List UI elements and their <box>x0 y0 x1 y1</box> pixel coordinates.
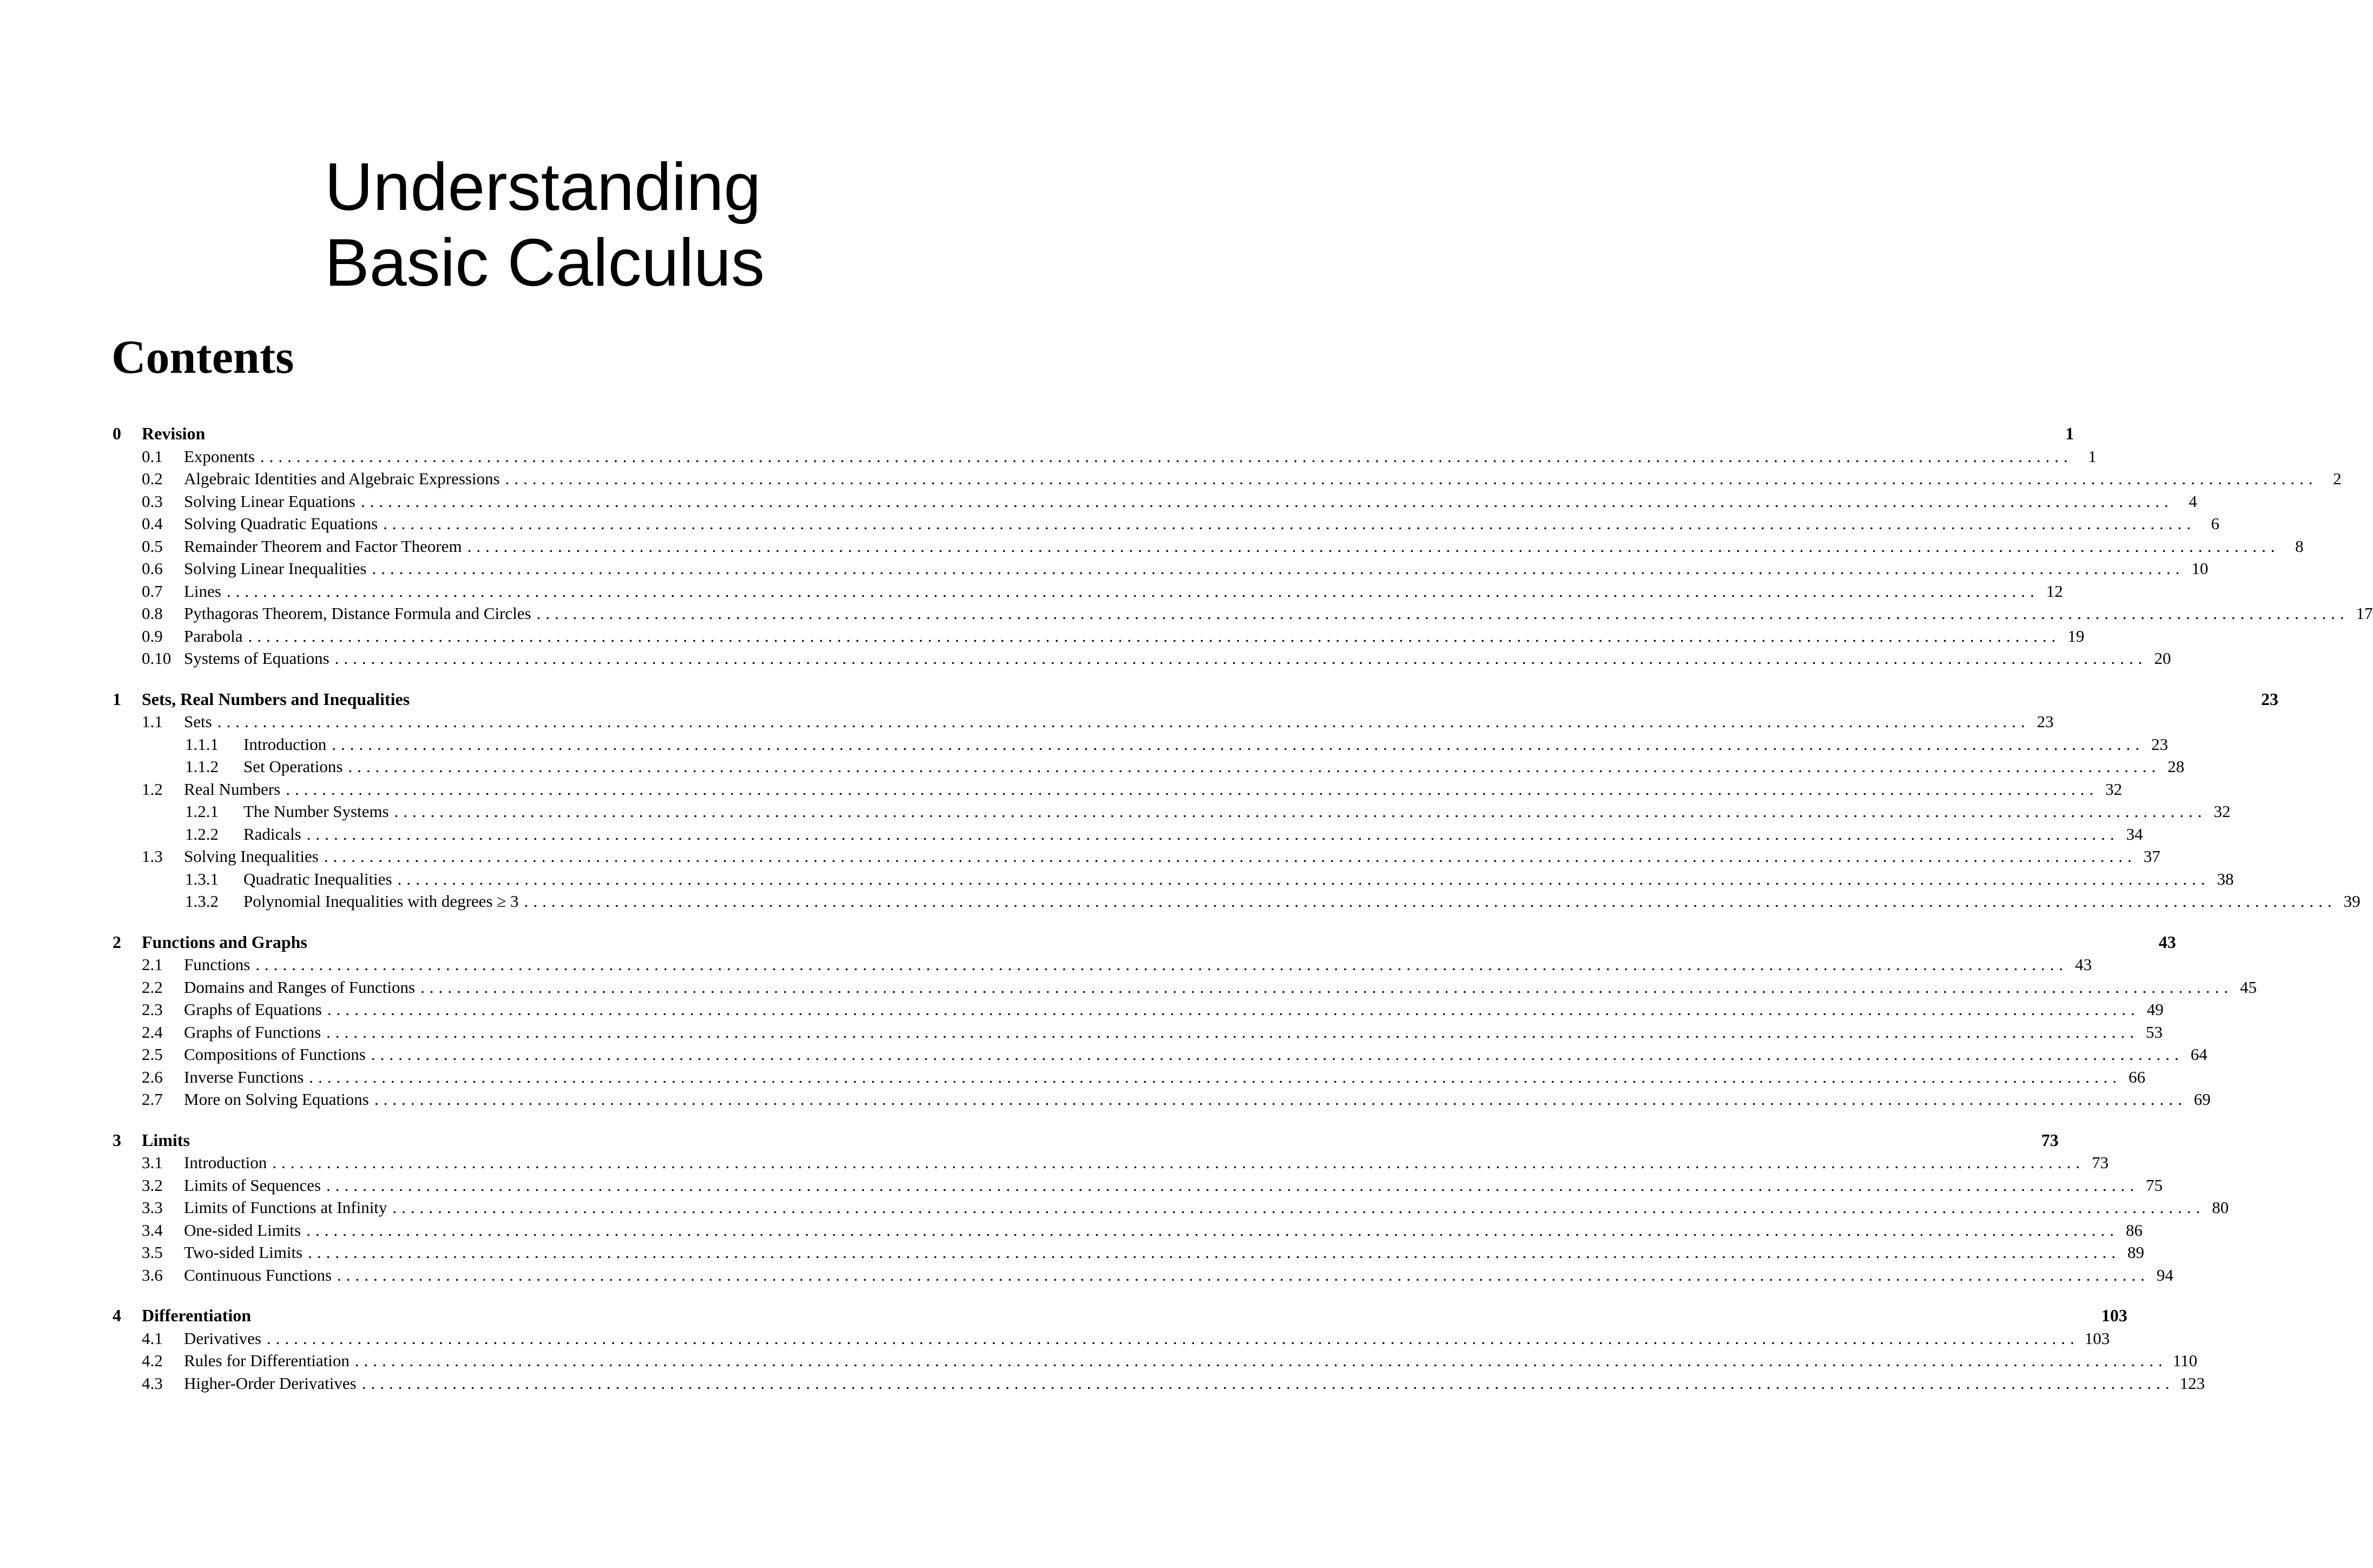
section-title: Solving Linear Equations <box>184 491 355 511</box>
section-page-number: 4 <box>2189 491 2197 511</box>
toc-subsection-entry[interactable] <box>113 823 2143 846</box>
subsection-number: 1.1.1 <box>185 734 219 754</box>
subsection-title: Polynomial Inequalities with degrees ≥ 3 <box>243 892 519 911</box>
dot-leader: ........................................................................................................................................................................................................ <box>361 1373 2174 1393</box>
toc-subsection-entry[interactable] <box>113 868 2234 891</box>
section-title: Graphs of Equations <box>184 1000 322 1019</box>
dot-leader: ........................................................................................................................................................................................................ <box>360 491 2173 511</box>
chapter-number: 2 <box>113 932 121 952</box>
subsection-title: Introduction <box>243 734 327 754</box>
subsection-number: 1.3.2 <box>185 892 219 911</box>
section-number: 1.3 <box>142 847 163 866</box>
section-number: 0.4 <box>142 514 163 533</box>
section-page-number: 6 <box>2211 514 2220 533</box>
dot-leader: ........................................................................................................................................................................................................ <box>286 779 2099 799</box>
section-page-number: 49 <box>2146 1000 2164 1019</box>
section-number: 0.9 <box>142 626 163 645</box>
toc-section-entry[interactable] <box>113 625 2085 648</box>
dot-leader: ........................................................................................................................................................................................................ <box>420 977 2233 997</box>
toc-section-entry[interactable] <box>113 602 2373 625</box>
toc-section-entry[interactable] <box>113 467 2342 490</box>
toc-chapter <box>113 1305 2205 1394</box>
dot-leader: ........................................................................................................................................................................................................ <box>334 649 2147 668</box>
section-page-number: 80 <box>2212 1198 2229 1217</box>
toc-section-entry[interactable] <box>113 1088 2211 1111</box>
section-title: One-sided Limits <box>184 1220 301 1240</box>
subsection-page-number: 23 <box>2151 734 2168 754</box>
section-title: Pythagoras Theorem, Distance Formula and Circles <box>184 604 531 623</box>
section-number: 2.3 <box>142 1000 163 1019</box>
section-page-number: 43 <box>2075 955 2092 974</box>
subsection-number: 1.1.2 <box>185 757 219 776</box>
subsection-number: 1.2.1 <box>185 802 219 821</box>
toc-section-entry[interactable] <box>113 535 2304 558</box>
section-number: 2.6 <box>142 1067 163 1086</box>
toc-section-entry[interactable] <box>113 1066 2146 1089</box>
section-page-number: 8 <box>2295 536 2304 556</box>
chapter-page-number: 73 <box>2041 1130 2059 1150</box>
toc-section-entry[interactable] <box>113 953 2092 976</box>
section-page-number: 86 <box>2126 1220 2143 1240</box>
subsection-page-number: 32 <box>2213 802 2231 821</box>
section-title: Remainder Theorem and Factor Theorem <box>184 536 462 556</box>
section-number: 0.10 <box>142 649 172 668</box>
subsection-page-number: 39 <box>2343 892 2361 911</box>
section-page-number: 37 <box>2143 847 2160 866</box>
section-page-number: 53 <box>2146 1022 2163 1042</box>
chapter-number: 1 <box>113 689 121 709</box>
dot-leader: ........................................................................................................................................................................................................ <box>354 1351 2167 1370</box>
section-title: Algebraic Identities and Algebraic Expressions <box>184 469 500 488</box>
toc-subsection-entry[interactable] <box>113 755 2185 778</box>
section-title: Sets <box>184 712 212 731</box>
section-title: Solving Linear Inequalities <box>184 559 367 578</box>
section-title: Compositions of Functions <box>184 1045 366 1064</box>
dot-leader: ........................................................................................................................................................................................................ <box>505 469 2318 488</box>
section-title: Two-sided Limits <box>184 1243 303 1262</box>
toc-section-entry[interactable] <box>113 845 2160 868</box>
dot-leader: ........................................................................................................................................................................................................ <box>327 1000 2140 1019</box>
dot-leader: ........................................................................................................................................................................................................ <box>332 734 2145 754</box>
section-page-number: 69 <box>2193 1090 2211 1109</box>
subsection-page-number: 34 <box>2126 824 2143 844</box>
section-title: Solving Inequalities <box>184 847 319 866</box>
subsection-title: The Number Systems <box>243 802 389 821</box>
section-number: 4.1 <box>142 1328 163 1348</box>
dot-leader: ........................................................................................................................................................................................................ <box>394 802 2207 821</box>
section-page-number: 64 <box>2190 1045 2207 1064</box>
toc-chapter-entry[interactable] <box>113 931 2176 954</box>
document-title-line-1: Understanding <box>325 150 761 225</box>
section-page-number: 123 <box>2179 1373 2205 1393</box>
dot-leader: ........................................................................................................................................................................................................ <box>226 581 2039 601</box>
toc-section-entry[interactable] <box>113 1021 2163 1044</box>
chapter-title: Differentiation <box>142 1306 252 1325</box>
subsection-page-number: 38 <box>2217 869 2234 888</box>
dot-leader: ........................................................................................................................................................................................................ <box>272 1153 2085 1172</box>
chapter-number: 4 <box>113 1306 121 1325</box>
section-title: Parabola <box>184 626 243 645</box>
toc-section-entry[interactable] <box>113 512 2220 535</box>
document-title-line-2: Basic Calculus <box>325 226 765 300</box>
section-title: Inverse Functions <box>184 1067 304 1086</box>
chapter-title: Revision <box>142 424 206 443</box>
dot-leader: ........................................................................................................................................................................................................ <box>260 446 2073 466</box>
section-number: 2.4 <box>142 1022 163 1042</box>
chapter-number: 0 <box>113 424 121 443</box>
section-title: Graphs of Functions <box>184 1022 321 1042</box>
dot-leader: ........................................................................................................................................................................................................ <box>467 536 2280 556</box>
toc-subsection-entry[interactable] <box>113 800 2231 823</box>
toc-section-entry[interactable] <box>113 1151 2109 1174</box>
toc-section-entry[interactable] <box>113 976 2257 999</box>
dot-leader: ........................................................................................................................................................................................................ <box>383 514 2196 533</box>
section-title: Systems of Equations <box>184 649 329 668</box>
section-number: 0.2 <box>142 469 163 488</box>
section-page-number: 75 <box>2146 1175 2163 1195</box>
chapter-page-number: 103 <box>2101 1306 2128 1325</box>
toc-subsection-entry[interactable] <box>113 733 2168 756</box>
dot-leader: ........................................................................................................................................................................................................ <box>372 559 2185 578</box>
dot-leader: ........................................................................................................................................................................................................ <box>309 1067 2122 1086</box>
section-title: Derivatives <box>184 1328 261 1348</box>
section-number: 3.2 <box>142 1175 163 1195</box>
toc-section-entry[interactable] <box>113 557 2209 580</box>
toc-section-entry[interactable] <box>113 1219 2143 1242</box>
section-page-number: 32 <box>2105 779 2122 799</box>
toc-section-entry[interactable] <box>113 445 2097 468</box>
section-number: 0.8 <box>142 604 163 623</box>
section-number: 0.7 <box>142 581 163 601</box>
toc-section-entry[interactable] <box>113 1174 2163 1197</box>
section-number: 3.6 <box>142 1265 163 1284</box>
section-number: 2.7 <box>142 1090 163 1109</box>
subsection-number: 1.2.2 <box>185 824 219 844</box>
dot-leader: ........................................................................................................................................................................................................ <box>324 847 2137 866</box>
dot-leader: ........................................................................................................................................................................................................ <box>306 824 2119 844</box>
dot-leader: ........................................................................................................................................................................................................ <box>266 1328 2079 1348</box>
toc-section-entry[interactable] <box>113 1372 2205 1395</box>
toc-section-entry[interactable] <box>113 710 2054 733</box>
toc-section-entry[interactable] <box>113 490 2197 513</box>
toc-chapter-entry[interactable] <box>113 1305 2128 1327</box>
dot-leader: ........................................................................................................................................................................................................ <box>217 712 2030 731</box>
section-page-number: 20 <box>2154 649 2171 668</box>
section-number: 2.5 <box>142 1045 163 1064</box>
section-title: Domains and Ranges of Functions <box>184 977 416 997</box>
toc-section-entry[interactable] <box>113 1196 2229 1219</box>
dot-leader: ........................................................................................................................................................................................................ <box>536 604 2349 623</box>
toc-chapter <box>113 423 2373 670</box>
section-page-number: 45 <box>2240 977 2257 997</box>
toc-section-entry[interactable] <box>113 1264 2174 1287</box>
chapter-title: Functions and Graphs <box>142 932 307 952</box>
section-title: Higher-Order Derivatives <box>184 1373 357 1393</box>
section-title: Limits of Functions at Infinity <box>184 1198 387 1217</box>
toc-section-entry[interactable] <box>113 647 2171 670</box>
section-number: 1.2 <box>142 779 163 799</box>
dot-leader: ........................................................................................................................................................................................................ <box>348 757 2161 776</box>
chapter-page-number: 23 <box>2261 689 2279 709</box>
section-title: Functions <box>184 955 251 974</box>
section-page-number: 23 <box>2036 712 2054 731</box>
toc-section-entry[interactable] <box>113 580 2063 603</box>
toc-chapter <box>113 688 2361 913</box>
dot-leader: ........................................................................................................................................................................................................ <box>524 892 2337 911</box>
section-page-number: 12 <box>2046 581 2063 601</box>
section-page-number: 1 <box>2088 446 2097 466</box>
dot-leader: ........................................................................................................................................................................................................ <box>326 1022 2139 1042</box>
toc-chapter <box>113 1129 2229 1287</box>
section-number: 2.2 <box>142 977 163 997</box>
section-number: 4.3 <box>142 1373 163 1393</box>
section-number: 3.1 <box>142 1153 163 1172</box>
section-number: 3.4 <box>142 1220 163 1240</box>
section-page-number: 66 <box>2128 1067 2146 1086</box>
toc-section-entry[interactable] <box>113 1327 2110 1350</box>
section-number: 4.2 <box>142 1351 163 1370</box>
section-title: Limits of Sequences <box>184 1175 321 1195</box>
section-title: Lines <box>184 581 221 601</box>
toc-section-entry[interactable] <box>113 778 2122 801</box>
chapter-title: Limits <box>142 1130 190 1150</box>
document-title <box>325 149 764 301</box>
toc-section-entry[interactable] <box>113 1043 2207 1066</box>
section-page-number: 19 <box>2067 626 2085 645</box>
toc-subsection-entry[interactable] <box>113 890 2361 913</box>
dot-leader: ........................................................................................................................................................................................................ <box>397 869 2210 888</box>
section-page-number: 2 <box>2333 469 2342 488</box>
chapter-page-number: 43 <box>2158 932 2176 952</box>
dot-leader: ........................................................................................................................................................................................................ <box>255 955 2068 974</box>
dot-leader: ........................................................................................................................................................................................................ <box>392 1198 2205 1217</box>
subsection-title: Set Operations <box>243 757 343 776</box>
section-title: Introduction <box>184 1153 267 1172</box>
chapter-page-number: 1 <box>2065 424 2074 443</box>
section-number: 2.1 <box>142 955 163 974</box>
toc-chapter-entry[interactable] <box>113 423 2074 445</box>
section-number: 3.3 <box>142 1198 163 1217</box>
section-page-number: 94 <box>2157 1265 2174 1284</box>
section-number: 0.1 <box>142 446 163 466</box>
subsection-title: Radicals <box>243 824 301 844</box>
dot-leader: ........................................................................................................................................................................................................ <box>374 1090 2187 1109</box>
section-title: Solving Quadratic Equations <box>184 514 378 533</box>
dot-leader: ........................................................................................................................................................................................................ <box>371 1045 2184 1064</box>
section-number: 0.5 <box>142 536 163 556</box>
section-title: Real Numbers <box>184 779 281 799</box>
chapter-number: 3 <box>113 1130 121 1150</box>
section-number: 1.1 <box>142 712 163 731</box>
subsection-number: 1.3.1 <box>185 869 219 888</box>
toc-section-entry[interactable] <box>113 998 2164 1021</box>
section-title: Continuous Functions <box>184 1265 332 1284</box>
section-number: 3.5 <box>142 1243 163 1262</box>
toc-chapter <box>113 931 2257 1111</box>
section-number: 0.6 <box>142 559 163 578</box>
section-title: Rules for Differentiation <box>184 1351 350 1370</box>
section-title: Exponents <box>184 446 255 466</box>
section-page-number: 103 <box>2084 1328 2110 1348</box>
section-page-number: 89 <box>2127 1243 2145 1262</box>
section-title: More on Solving Equations <box>184 1090 369 1109</box>
toc-chapter-entry[interactable] <box>113 688 2279 711</box>
dot-leader: ........................................................................................................................................................................................................ <box>248 626 2061 645</box>
section-page-number: 17 <box>2356 604 2373 623</box>
toc-chapter-entry[interactable] <box>113 1129 2059 1152</box>
dot-leader: ........................................................................................................................................................................................................ <box>308 1243 2121 1262</box>
toc-section-entry[interactable] <box>113 1241 2145 1264</box>
toc-section-entry[interactable] <box>113 1349 2198 1372</box>
dot-leader: ........................................................................................................................................................................................................ <box>306 1220 2119 1240</box>
dot-leader: ........................................................................................................................................................................................................ <box>337 1265 2150 1284</box>
dot-leader: ........................................................................................................................................................................................................ <box>326 1175 2139 1195</box>
section-page-number: 73 <box>2092 1153 2109 1172</box>
section-page-number: 10 <box>2191 559 2209 578</box>
section-number: 0.3 <box>142 491 163 511</box>
subsection-title: Quadratic Inequalities <box>243 869 392 888</box>
chapter-title: Sets, Real Numbers and Inequalities <box>142 689 410 709</box>
contents-heading: Contents <box>111 331 294 384</box>
section-page-number: 110 <box>2172 1351 2198 1370</box>
table-of-contents <box>113 423 2373 1413</box>
subsection-page-number: 28 <box>2167 757 2185 776</box>
